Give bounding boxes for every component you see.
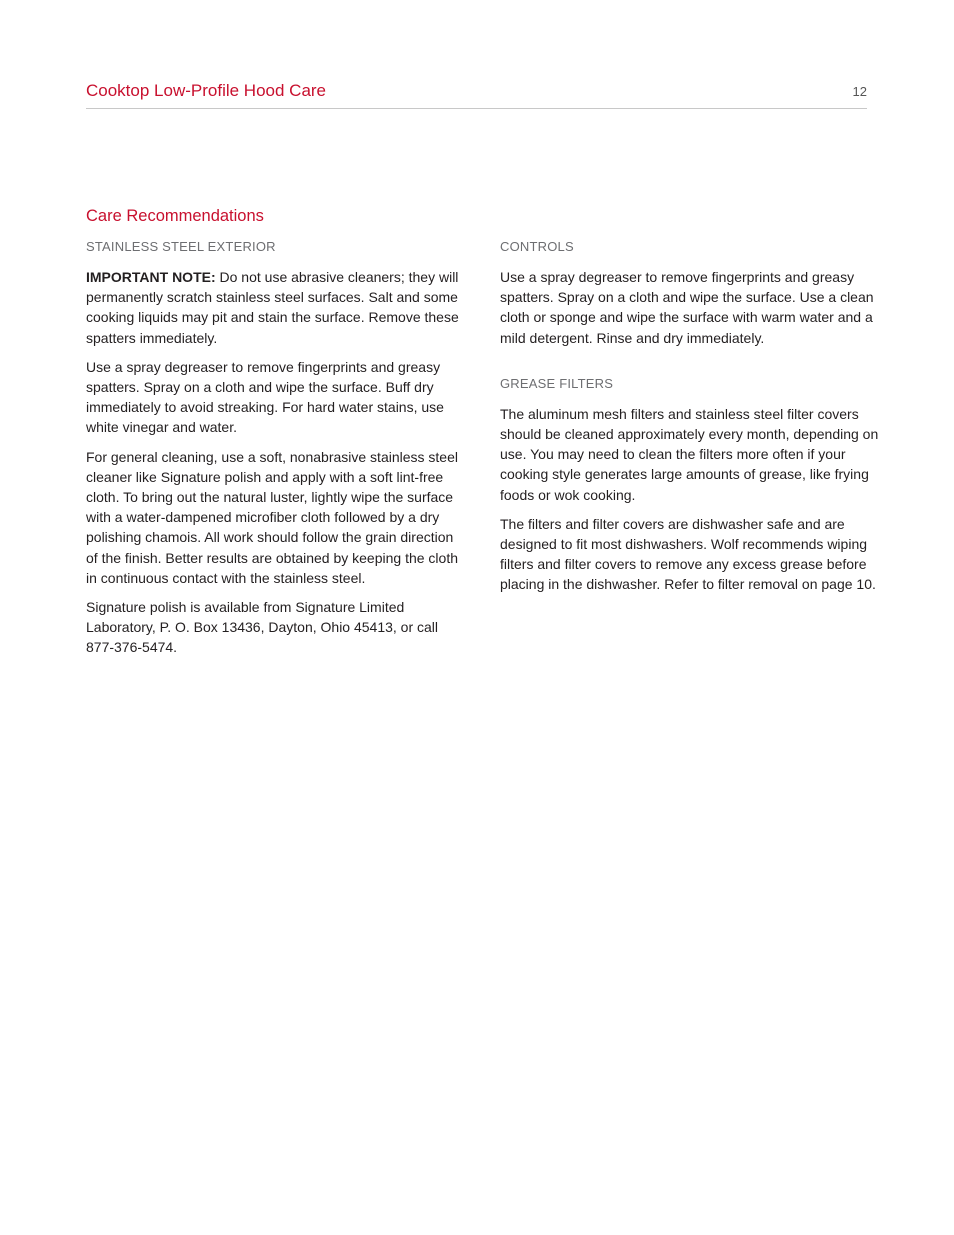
stainless-steel-heading: STAINLESS STEEL EXTERIOR [86,239,276,254]
stainless-steel-paragraph-4: Signature polish is available from Signature Limited Laboratory, P. O. Box 13436, Dayton, Ohio 45413, or call 877-376-5474. [86,599,439,656]
grease-filters-paragraph-2: The filters and filter covers are dishwasher safe and are designed to fit most dishwashers. Wolf recommends wiping filters and filter covers to remove any excess grease before placing in the dishwasher. Refer to filter removal on page 10. [500,515,876,593]
header-title: Cooktop Low-Profile Hood Care [86,81,327,100]
important-note-label: IMPORTANT NOTE: [86,269,216,285]
stainless-steel-paragraph-3: For general cleaning, use a soft, nonabrasive stainless steel cleaner like Signature polish and apply with a soft lint-free cloth. To bring out the natural luster, lightly wipe the surface with a water-dampened microfiber cloth followed by a dry polishing chamois. All work should follow the grain direction of the finish. Better results are obtained by keeping the cloth in continuous contact with the stainless steel. [86,448,459,586]
grease-filters-heading: GREASE FILTERS [500,375,614,391]
controls-heading: CONTROLS [500,239,574,254]
left-column [86,238,466,658]
important-note-paragraph [86,267,466,348]
important-note-text: Do not use abrasive cleaners; they will permanently scratch stainless steel surfaces. Salt and some cooking liquids may pit and stain the surface. Remove these spatters immediately. [86,269,459,346]
controls-paragraph: Use a spray degreaser to remove fingerprints and greasy spatters. Spray on a cloth and wipe the surface. Use a clean cloth or sponge and wipe the surface with warm water and a mild detergent. Rinse and dry immediately. [500,269,874,346]
grease-filters-paragraph-1: The aluminum mesh filters and stainless steel filter covers should be cleaned approximately every month, depending on use. You may need to clean the filters more often if your cooking style generates large amounts of grease, like frying foods or wok cooking. [500,405,879,503]
stainless-steel-paragraph-2: Use a spray degreaser to remove fingerprints and greasy spatters. Spray on a cloth and wipe the surface. Buff dry immediately to avoid streaking. For hard water stains, use white vinegar and water. [86,358,444,436]
page-number: 12 [852,84,867,99]
section-title: Care Recommendations [86,207,264,225]
page-header [86,80,867,109]
right-column [500,238,880,595]
